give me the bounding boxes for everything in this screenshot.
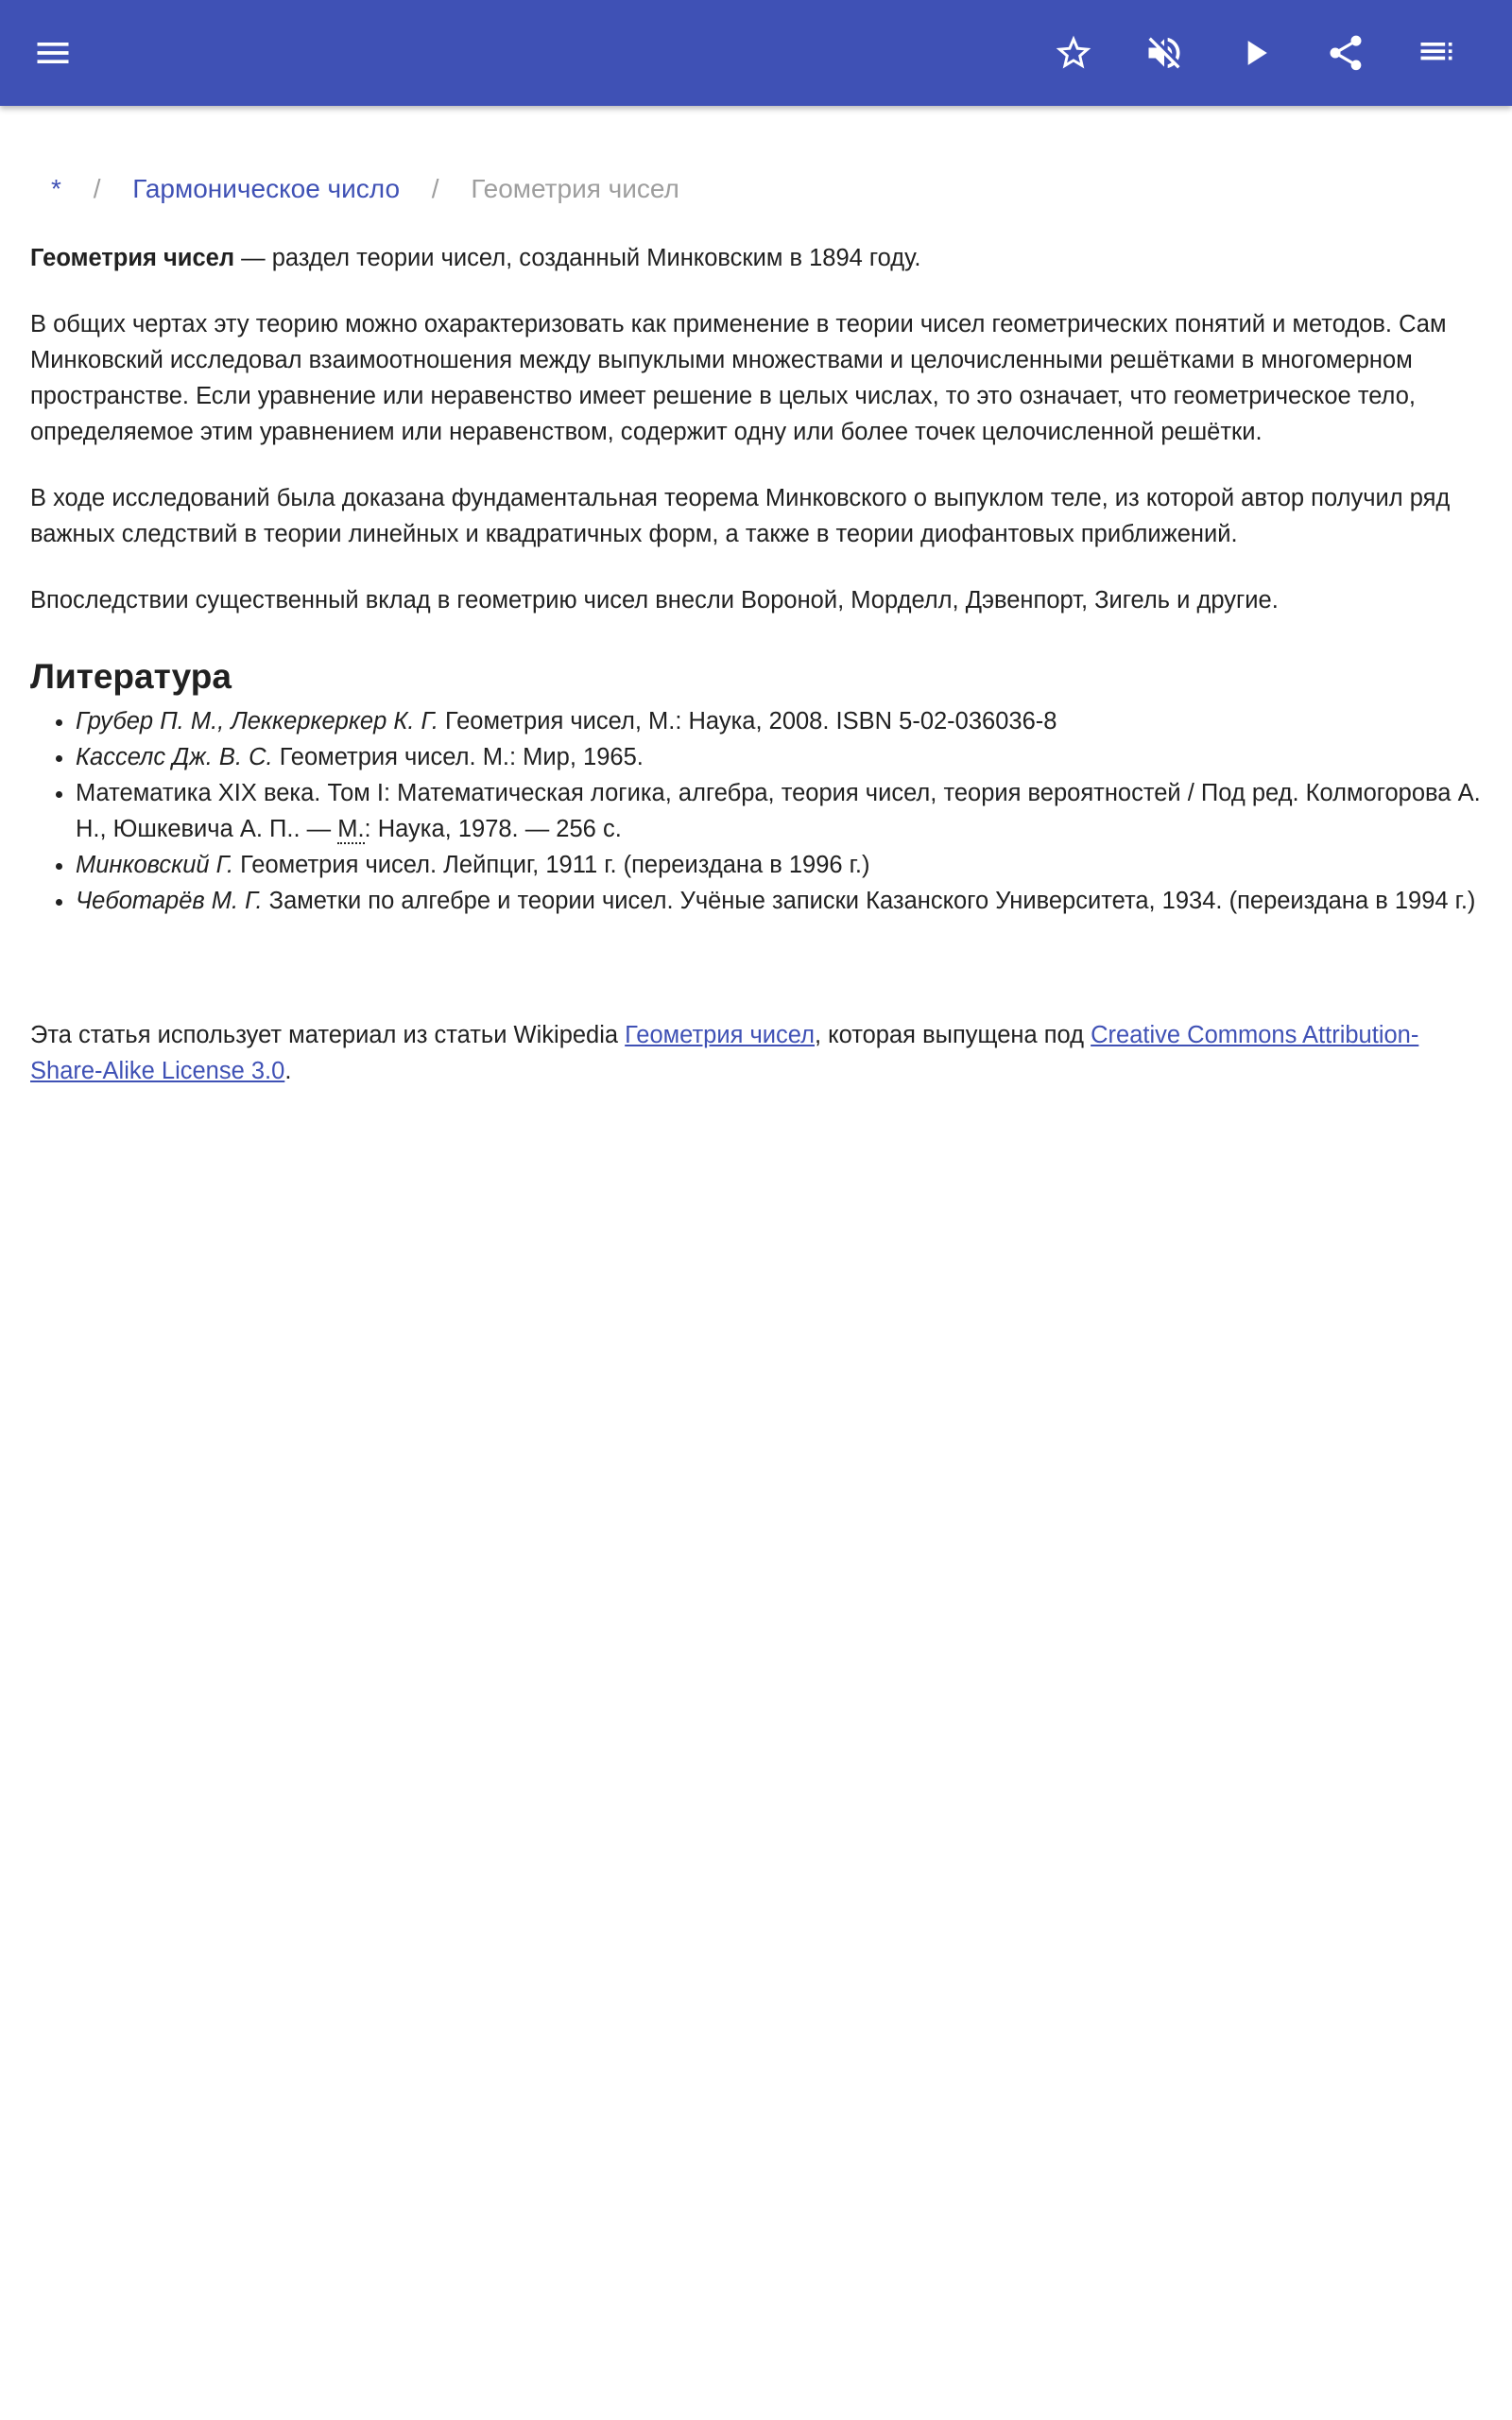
footer-text: Эта статья использует материал из статьи Wikipedia	[30, 1022, 626, 1048]
license-link[interactable]: Creative Commons Attribution-Share-Alike License 3.0	[30, 1022, 1419, 1084]
reference-author: Чеботарёв М. Г.	[76, 888, 263, 914]
footer-text: , которая выпущена под	[815, 1022, 1091, 1048]
breadcrumb-home-link[interactable]: *	[51, 174, 61, 203]
reference-text: Геометрия чисел. М.: Мир, 1965.	[272, 744, 644, 770]
list-item	[76, 883, 1482, 919]
list-item	[76, 847, 1482, 883]
article-content	[30, 106, 1482, 1089]
paragraph-3: Впоследствии существенный вклад в геометрию чисел внесли Вороной, Морделл, Дэвенпорт, Зигель и другие.	[30, 587, 1279, 614]
reference-author: Касселс Дж. В. С.	[76, 744, 273, 770]
list-item	[76, 703, 1482, 739]
lead-text: — раздел теории чисел, созданный Минковским в 1894 году.	[234, 245, 921, 271]
mute-button[interactable]	[1134, 23, 1194, 83]
reference-text: Заметки по алгебре и теории чисел. Учёные записки Казанского Университета, 1934. (переиздана в 1994 г.)	[262, 888, 1476, 914]
breadcrumb-separator: /	[431, 174, 439, 203]
share-icon	[1325, 32, 1366, 74]
reference-text: Геометрия чисел. Лейпциг, 1911 г. (переиздана в 1996 г.)	[233, 852, 870, 878]
reference-text: : Наука, 1978. — 256 с.	[364, 816, 622, 842]
paragraph-1: В общих чертах эту теорию можно охарактеризовать как применение в теории чисел геометрических понятий и методов. Сам Минковский исследовал взаимоотношения между выпуклыми множествами и целочисленными решётками в многомерном пространстве. Если уравнение или неравенство имеет решение в целых числах, то это означает, что геометрическое тело, определяемое этим уравнением или неравенством, содержит одну или более точек целочисленной решётки.	[30, 311, 1447, 445]
menu-button[interactable]	[23, 23, 83, 83]
reference-author: Грубер П. М., Леккеркеркер К. Г.	[76, 708, 438, 735]
breadcrumb-separator: /	[93, 174, 101, 203]
reference-text: Математика XIX века. Том I: Математическая логика, алгебра, теория чисел, теория вероятностей / Под ред. Колмогорова А. Н., Юшкевича А. П.. —	[76, 780, 1481, 842]
volume-off-icon	[1143, 32, 1185, 74]
wikipedia-article-link[interactable]: Геометрия чисел	[625, 1022, 815, 1048]
list-item	[76, 739, 1482, 775]
article-term: Геометрия чисел	[30, 245, 235, 271]
menu-icon	[32, 32, 74, 74]
star-outline-icon	[1053, 32, 1094, 74]
play-icon	[1234, 32, 1276, 74]
lead-paragraph	[30, 240, 1482, 276]
favorite-button[interactable]	[1043, 23, 1104, 83]
footer-text: .	[284, 1058, 292, 1084]
list-item	[76, 775, 1482, 847]
literature-list	[30, 703, 1482, 919]
license-footer	[30, 1017, 1482, 1089]
reference-author: Минковский Г.	[76, 852, 234, 878]
abbreviation: М.	[337, 816, 365, 842]
literature-heading: Литература	[30, 657, 232, 696]
breadcrumb	[30, 170, 1482, 208]
app-bar	[0, 0, 1512, 106]
breadcrumb-parent-link[interactable]: Гармоническое число	[132, 174, 401, 203]
breadcrumb-current: Геометрия чисел	[471, 174, 679, 203]
table-of-contents-button[interactable]	[1406, 23, 1467, 83]
playlist-icon	[1416, 32, 1457, 74]
paragraph-2: В ходе исследований была доказана фундаментальная теорема Минковского о выпуклом теле, из которой автор получил ряд важных следствий в теории линейных и квадратичных форм, а также в теории диофантовых приближений.	[30, 485, 1451, 547]
reference-text: Геометрия чисел, М.: Наука, 2008. ISBN 5-02-036036-8	[438, 708, 1057, 735]
play-button[interactable]	[1225, 23, 1285, 83]
share-button[interactable]	[1315, 23, 1376, 83]
